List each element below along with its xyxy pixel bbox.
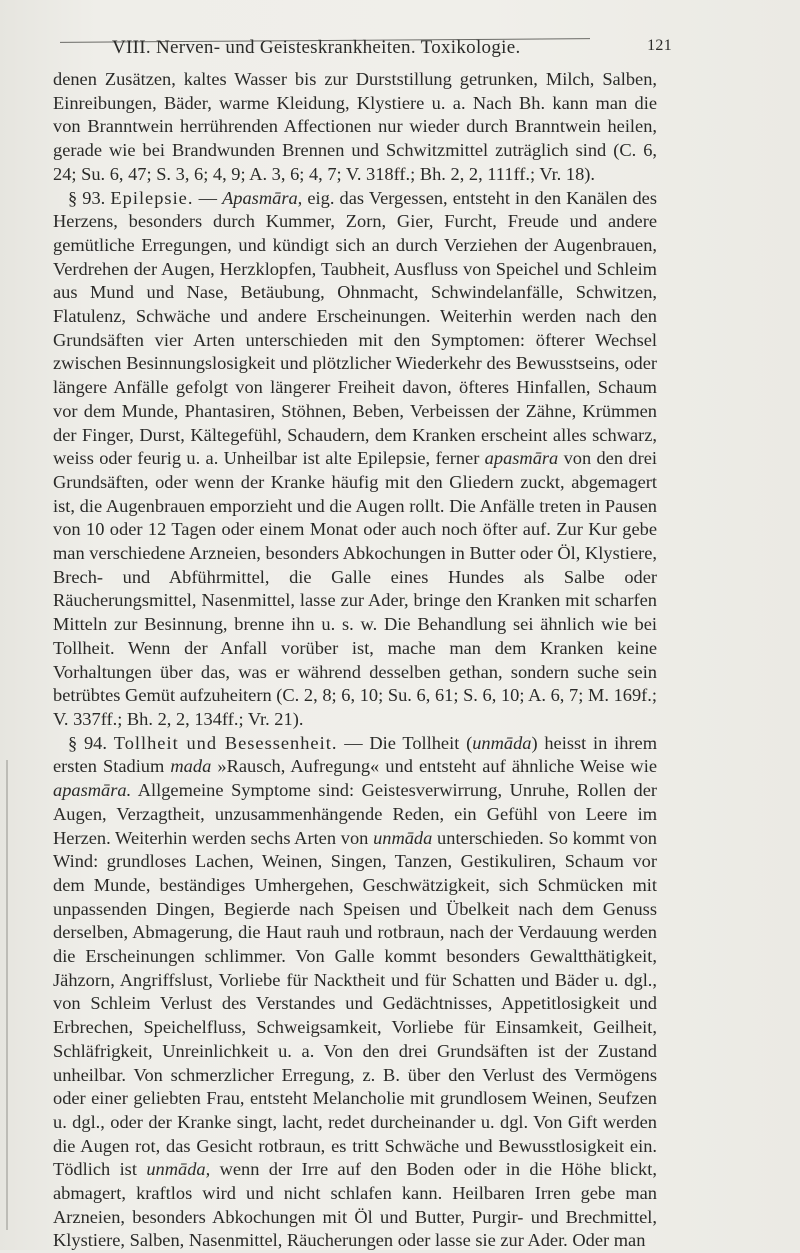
- paragraph-text: ) heisst in ihrem ersten Stadium: [53, 732, 657, 777]
- title-dash: —: [198, 187, 217, 208]
- sanskrit-term: unmāda: [472, 732, 532, 753]
- body-text: [53, 68, 657, 1253]
- section-number: § 93.: [68, 187, 106, 208]
- page-edge-shadow: [6, 760, 8, 1230]
- paragraph-text: eig. das Vergessen, entsteht in den Kanälen des Herzens, besonders durch Kummer, Zorn, Gier, Furcht, Freude und andere gemütliche Erregungen, und kündigt sich an durch Verziehen der Augenbrauen, Verdrehen der Augen, Herzklopfen, Taubheit, Ausfluss von Speichel und Schleim aus Mund und Nase, Betäubung, Ohnmacht, Schwindelanfälle, Schwitzen, Flatulenz, Schwäche und andere Erscheinungen. Weiterhin werden nach den Grundsäften vier Arten unterschieden mit den Symptomen: öfterer Wechsel zwischen Besinnungslosigkeit und plötzlicher Wiederkehr des Bewusstseins, oder längere Anfälle gefolgt von längerer Freiheit davon, öfteres Hinfallen, Schaum vor dem Munde, Phantasiren, Stöhnen, Beben, Verbeissen der Zähne, Krümmen der Finger, Durst, Kältegefühl, Schaudern, dem Kranken erscheint alles schwarz, weiss oder feurig u. a. Unheilbar ist alte Epilepsie, ferner: [53, 187, 657, 469]
- paragraph-text: von den drei Grundsäften, oder wenn der Kranke häufig mit den Gliedern zuckt, abgemagert ist, die Augenbrauen emporzieht und die Augen rollt. Die Anfälle treten in Pausen von 10 oder 12 Tagen oder einem Monat oder auch noch öfter auf. Zur Kur gebe man verschiedene Arzneien, besonders Abkochungen in Butter oder Öl, Klystiere, Brech- und Abführmittel, die Galle eines Hundes als Salbe oder Räucherungsmittel, Nasenmittel, lasse zur Ader, bringe den Kranken mit scharfen Mitteln zur Besinnung, brenne ihn u. s. w. Die Behandlung sei ähnlich wie bei Tollheit. Wenn der Anfall vorüber ist, mache man dem Kranken keine Vorhaltungen über das, was er während desselben gethan, sondern suche sein betrübtes Gemüt aufzuheitern (C. 2, 8; 6, 10; Su. 6, 61; S. 6, 10; A. 6, 7; M. 169f.; V. 337ff.; Bh. 2, 2, 134ff.; Vr. 21).: [53, 448, 657, 729]
- paragraph-text: wenn der Irre auf den Boden oder in die Höhe blickt, abmagert, kraftlos wird und nicht schlafen kann. Heilbaren Irren gebe man Arzneien, besonders Abkochungen mit Öl und Butter, Purgir- und Brechmittel, Klystiere, Salben, Nasenmittel, Räucherungen oder lasse sie zur Ader. Oder man: [53, 1159, 657, 1251]
- chapter-title: VIII. Nerven- und Geisteskrankheiten. Toxikologie.: [112, 37, 521, 58]
- paragraph-text: denen Zusätzen, kaltes Wasser bis zur Durststillung getrunken, Milch, Salben, Einreibungen, Bäder, warme Kleidung, Klystiere u. a. Nach Bh. kann man die von Branntwein herrührenden Affectionen nur wieder durch Branntwein heilen, gerade wie bei Brandwunden Brennen und Schwitzmittel zuträglich sind (C. 6, 24; Su. 6, 47; S. 3, 6; 4, 9; A. 3, 6; 4, 7; V. 318ff.; Bh. 2, 2, 111ff.; Vr. 18).: [53, 69, 657, 184]
- sanskrit-term: mada: [170, 756, 212, 777]
- page-number: 121: [647, 37, 672, 54]
- section-title: Tollheit und Besessenheit.: [113, 732, 338, 753]
- paragraph-text: »Rausch, Aufregung« und entsteht auf ähnliche Weise wie: [217, 756, 657, 777]
- sanskrit-term: apasmāra: [484, 448, 559, 469]
- running-header: [112, 33, 672, 63]
- sanskrit-term: Apasmāra,: [222, 187, 303, 208]
- title-dash: —: [344, 732, 363, 753]
- paragraph-text: Allgemeine Symptome sind: Geistesverwirrung, Unruhe, Rollen der Augen, Verzagtheit, unzusammenhängende Reden, ein Gefühl von Leere im Herzen. Weiterhin werden sechs Arten von: [53, 780, 657, 848]
- section-number: § 94.: [68, 732, 107, 753]
- section-93: [53, 187, 657, 732]
- paragraph-continuation: [53, 68, 657, 187]
- paragraph-text: Die Tollheit (: [369, 732, 473, 753]
- section-title: Epilepsie.: [110, 187, 194, 208]
- section-94: [53, 732, 657, 1253]
- paragraph-text: unterschieden. So kommt von Wind: grundloses Lachen, Weinen, Singen, Tanzen, Gestikuliren, Schaum vor dem Munde, beständiges Umhergehen, Geschwätzigkeit, sich Schmücken mit unpassenden Dingen, Begierde nach Speisen und Übelkeit nach dem Genuss derselben, Abmagerung, die Haut rauh und rotbraun, nach der Verdauung werden die Erscheinungen schlimmer. Von Galle kommt besonders Gewaltthätigkeit, Jähzorn, Angriffslust, Vorliebe für Nacktheit und für Schatten und Bäder u. dgl., von Schleim Verlust des Verstandes und Gedächtnisses, Appetitlosigkeit und Erbrechen, Speichelfluss, Schweigsamkeit, Vorliebe für Einsamkeit, Geilheit, Schläfrigkeit, Unreinlichkeit u. a. Von den drei Grundsäften ist der Zustand unheilbar. Von schmerzlicher Erregung, z. B. über den Verlust des Vermögens oder einer geliebten Frau, entsteht Melancholie mit grundlosem Weinen, Seufzen u. dgl., oder der Kranke singt, lacht, redet durcheinander u. dgl. Von Gift werden die Augen rot, das Gesicht rotbraun, es tritt Schwäche und Bewusstlosigkeit ein. Tödlich ist: [53, 827, 658, 1180]
- sanskrit-term: unmāda,: [146, 1159, 211, 1180]
- sanskrit-term: apasmāra.: [53, 780, 132, 801]
- sanskrit-term: unmāda: [373, 827, 433, 848]
